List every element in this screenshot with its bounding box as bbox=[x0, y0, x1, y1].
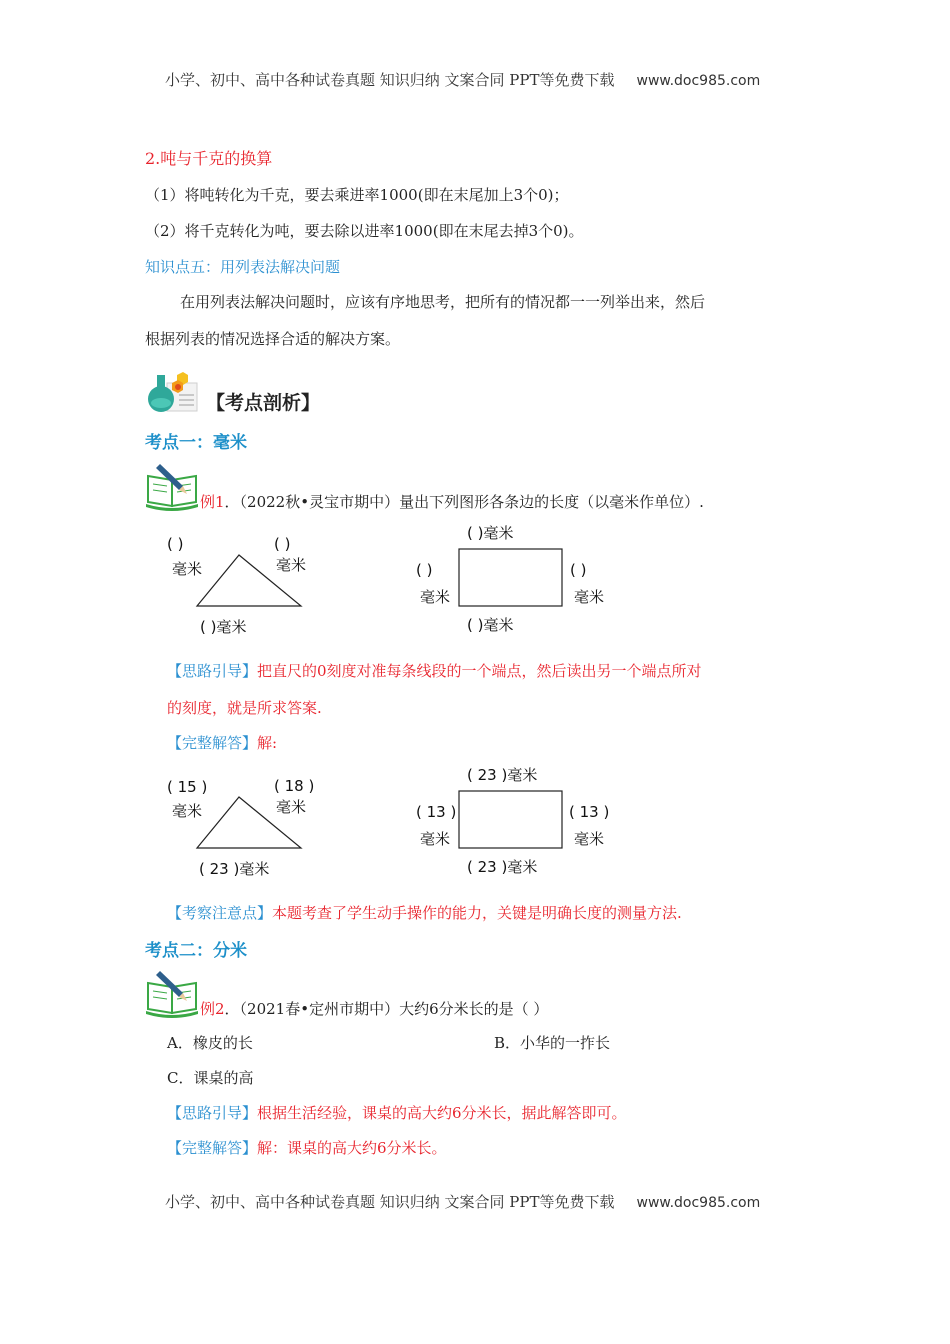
rect-left-answer: ( 13 ) bbox=[416, 803, 457, 821]
triangle-left-unit: 毫米 bbox=[172, 560, 203, 578]
rect-left-unit: 毫米 bbox=[420, 588, 451, 606]
hint-tag: 【思路引导】 bbox=[167, 1104, 258, 1122]
flask-icon bbox=[145, 371, 199, 415]
analysis-heading: 【考点剖析】 bbox=[206, 392, 321, 414]
triangle-right-answer: ( 18 ) bbox=[274, 777, 315, 795]
rule-1: （1）将吨转化为千克，要去乘进率1000(即在末尾加上3个0)； bbox=[145, 186, 569, 204]
answer-tag: 【完整解答】 bbox=[167, 1139, 258, 1157]
example-1-answer: 【完整解答】解: bbox=[167, 734, 278, 752]
rect-top-answer: ( 23 )毫米 bbox=[467, 766, 538, 784]
page-footer bbox=[165, 1191, 760, 1212]
point5-line-1: 在用列表法解决问题时，应该有序地思考，把所有的情况都一一列举出来，然后 bbox=[180, 293, 706, 311]
rect-right-blank[interactable]: ( ) bbox=[570, 561, 587, 579]
example-2-hint: 【思路引导】根据生活经验，课桌的高大约6分米长，据此解答即可。 bbox=[167, 1104, 627, 1122]
footer-url[interactable]: www.doc985.com bbox=[636, 1195, 761, 1211]
example-1-hint-line-1: 【思路引导】把直尺的0刻度对准每条线段的一个端点，然后读出另一个端点所对 bbox=[167, 662, 702, 680]
answer-tag: 【完整解答】 bbox=[167, 734, 258, 752]
option-b[interactable]: B．小华的一拃长 bbox=[494, 1034, 611, 1052]
rect-left-blank[interactable]: ( ) bbox=[416, 561, 433, 579]
kaodian-1-title: 考点一：毫米 bbox=[145, 433, 247, 453]
header-text: 小学、初中、高中各种试卷真题 知识归纳 文案合同 PPT等免费下载 bbox=[165, 71, 615, 89]
triangle-right-unit-answer: 毫米 bbox=[276, 798, 307, 816]
triangle-right-blank[interactable]: ( ) bbox=[274, 535, 291, 553]
triangle-bottom-blank[interactable]: ( )毫米 bbox=[200, 618, 247, 636]
rectangle-figure-answer bbox=[458, 790, 564, 850]
point5-line-2: 根据列表的情况选择合适的解决方案。 bbox=[145, 330, 401, 348]
option-c[interactable]: C．课桌的高 bbox=[167, 1069, 254, 1087]
example-1-question: 例1．（2022秋•灵宝市期中）量出下列图形各条边的长度（以毫米作单位）. bbox=[200, 493, 704, 511]
rule-2: （2）将千克转化为吨，要去除以进率1000(即在末尾去掉3个0)。 bbox=[145, 222, 584, 240]
example-1-note: 【考察注意点】本题考查了学生动手操作的能力，关键是明确长度的测量方法. bbox=[167, 904, 682, 922]
triangle-bottom-answer: ( 23 )毫米 bbox=[199, 860, 270, 878]
book-pencil-icon bbox=[145, 462, 200, 508]
rect-top-blank[interactable]: ( )毫米 bbox=[467, 524, 514, 542]
rect-right-unit-answer: 毫米 bbox=[574, 830, 605, 848]
header-url[interactable]: www.doc985.com bbox=[636, 73, 761, 89]
rect-right-unit: 毫米 bbox=[574, 588, 605, 606]
rectangle-figure-blank bbox=[458, 548, 564, 608]
example-2-answer: 【完整解答】解：课桌的高大约6分米长。 bbox=[167, 1139, 447, 1157]
triangle-left-blank[interactable]: ( ) bbox=[167, 535, 184, 553]
footer-text: 小学、初中、高中各种试卷真题 知识归纳 文案合同 PPT等免费下载 bbox=[165, 1193, 615, 1211]
triangle-left-unit-answer: 毫米 bbox=[172, 802, 203, 820]
example-1-label: 例1 bbox=[200, 493, 225, 511]
kaodian-2-title: 考点二：分米 bbox=[145, 941, 247, 961]
rect-left-unit-answer: 毫米 bbox=[420, 830, 451, 848]
hint-tag: 【思路引导】 bbox=[167, 662, 258, 680]
triangle-left-answer: ( 15 ) bbox=[167, 778, 208, 796]
example-2-question: 例2．（2021春•定州市期中）大约6分米长的是（ ） bbox=[200, 1000, 549, 1018]
example-2-label: 例2 bbox=[200, 1000, 225, 1018]
rect-bottom-blank[interactable]: ( )毫米 bbox=[467, 616, 514, 634]
example-1-hint-line-2: 的刻度，就是所求答案. bbox=[167, 699, 322, 717]
knowledge-point-5-title: 知识点五：用列表法解决问题 bbox=[145, 258, 341, 276]
rect-bottom-answer: ( 23 )毫米 bbox=[467, 858, 538, 876]
triangle-right-unit: 毫米 bbox=[276, 556, 307, 574]
page-header bbox=[165, 69, 760, 90]
rect-right-answer: ( 13 ) bbox=[569, 803, 610, 821]
book-pencil-icon bbox=[145, 969, 200, 1015]
option-a[interactable]: A．橡皮的长 bbox=[167, 1034, 253, 1052]
section-title-ton-kg: 2.吨与千克的换算 bbox=[145, 149, 273, 168]
note-tag: 【考察注意点】 bbox=[167, 904, 273, 922]
